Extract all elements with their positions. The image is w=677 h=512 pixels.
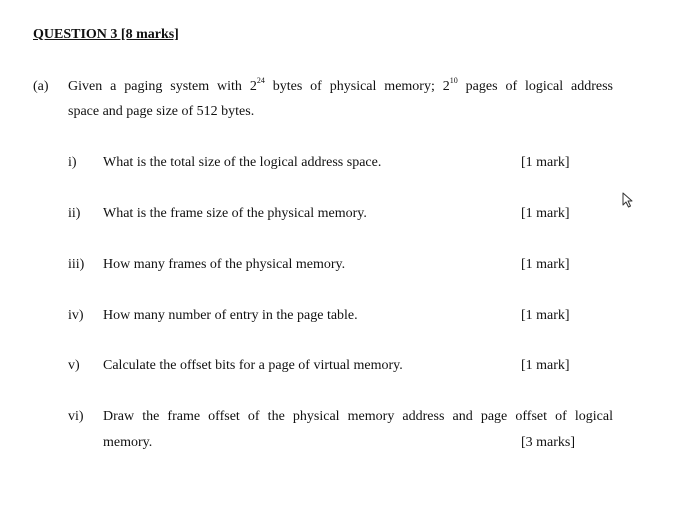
part-a-text-line2: space and page size of 512 bytes. bbox=[68, 104, 255, 119]
question-iii-text: How many frames of the physical memory. bbox=[103, 257, 346, 272]
question-v-number: v) bbox=[68, 358, 80, 373]
question-i-marks: [1 mark] bbox=[521, 155, 570, 170]
question-iii-number: iii) bbox=[68, 257, 85, 272]
question-ii-text: What is the frame size of the physical memory. bbox=[103, 206, 367, 221]
exponent-24: 24 bbox=[256, 76, 265, 85]
question-v-text: Calculate the offset bits for a page of virtual memory. bbox=[103, 358, 403, 373]
part-a-label: (a) bbox=[33, 79, 49, 94]
question-v-marks: [1 mark] bbox=[521, 358, 570, 373]
question-iii-marks: [1 mark] bbox=[521, 257, 570, 272]
exponent-10: 10 bbox=[449, 76, 458, 85]
question-vi-text-line2: memory. bbox=[103, 435, 153, 450]
question-i-text: What is the total size of the logical address space. bbox=[103, 155, 382, 170]
question-vi-text-line1: Draw the frame offset of the physical memory address and page offset of logical bbox=[103, 409, 613, 424]
question-iv-text: How many number of entry in the page table. bbox=[103, 308, 358, 323]
question-iv-number: iv) bbox=[68, 308, 84, 323]
question-iv-marks: [1 mark] bbox=[521, 308, 570, 323]
question-vi-marks: [3 marks] bbox=[521, 435, 576, 450]
question-i-number: i) bbox=[68, 155, 77, 170]
question-title: QUESTION 3 [8 marks] bbox=[33, 27, 179, 42]
question-ii-number: ii) bbox=[68, 206, 81, 221]
question-vi-number: vi) bbox=[68, 409, 84, 424]
part-a-text-line1: Given a paging system with $2^{24}$ bytes of physical memory; $2^{10}$ pages of logical address bbox=[68, 76, 613, 94]
question-ii-marks: [1 mark] bbox=[521, 206, 570, 221]
mouse-cursor-icon bbox=[622, 192, 634, 208]
